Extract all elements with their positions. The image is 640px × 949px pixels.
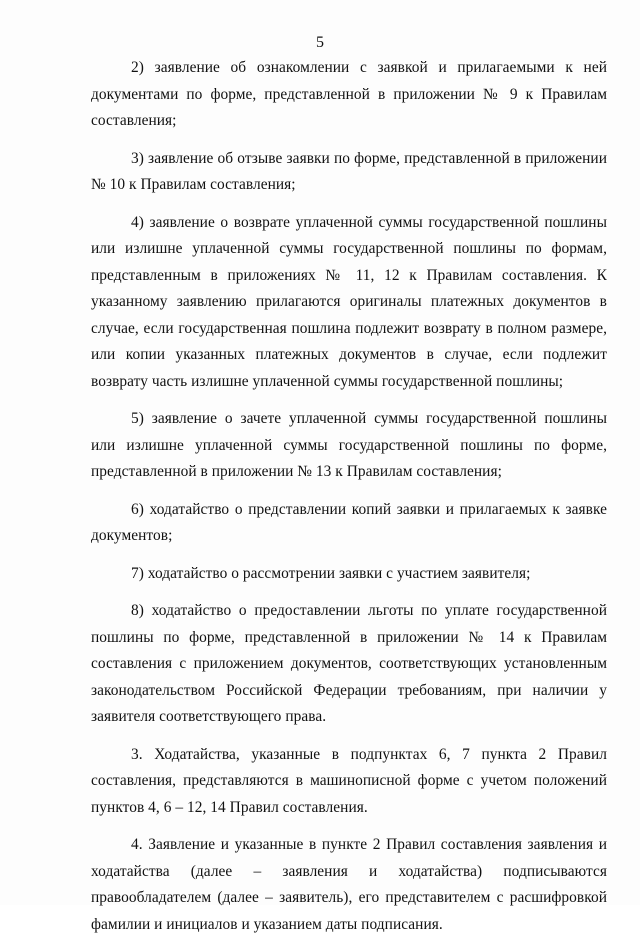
paragraph-item-2: 2) заявление об ознакомлении с заявкой и прилагаемыми к ней документами по форме, представленной в приложении № 9 к Правилам составления; [91,59,607,129]
paragraph-item-7: 7) ходатайство о рассмотрении заявки с участием заявителя; [131,564,531,582]
paragraph-item-3: 3) заявление об отзыве заявки по форме, представленной в приложении № 10 к Правилам составления; [91,149,607,193]
page-number: 5 [316,34,324,51]
paragraph-section-3: 3. Ходатайства, указанные в подпунктах 6, 7 пункта 2 Правил составления, представляются в машинописной форме с учетом положений пунктов 4, 6 – 12, 14 Правил составления. [91,745,607,816]
paragraph-item-6: 6) ходатайство о представлении копий заявки и прилагаемых к заявке документов; [91,500,607,544]
paragraph-item-8: 8) ходатайство о предоставлении льготы по уплате государственной пошлины по форме, представленной в приложении № 14 к Правилам составления с приложением документов, соответствующих установленным законодательством Российской Федерации требованиям, при наличии у заявителя соответствующего права. [91,602,607,725]
paragraph-item-4: 4) заявление о возврате уплаченной суммы государственной пошлины или излишне уплаченной суммы государственной пошлины по формам, представленным в приложениях № 11, 12 к Правилам составления. К указанному заявлению прилагаются оригиналы платежных документов в случае, если государственная пошлина подлежит возврату в полном размере, или копии указанных платежных документов в случае, если подлежит возврату часть излишне уплаченной суммы государственной пошлины; [91,213,607,390]
document-body [91,55,607,949]
paragraph-item-5: 5) заявление о зачете уплаченной суммы государственной пошлины или излишне уплаченной суммы государственной пошлины по форме, представленной в приложении № 13 к Правилам составления; [91,410,607,480]
paragraph-section-4: 4. Заявление и указанные в пункте 2 Правил составления заявления и ходатайства (далее – заявления и ходатайства) подписываются правообладателем (далее – заявитель), его представителем с расшифровкой фамилии и инициалов и указанием даты подписания. [91,836,607,933]
